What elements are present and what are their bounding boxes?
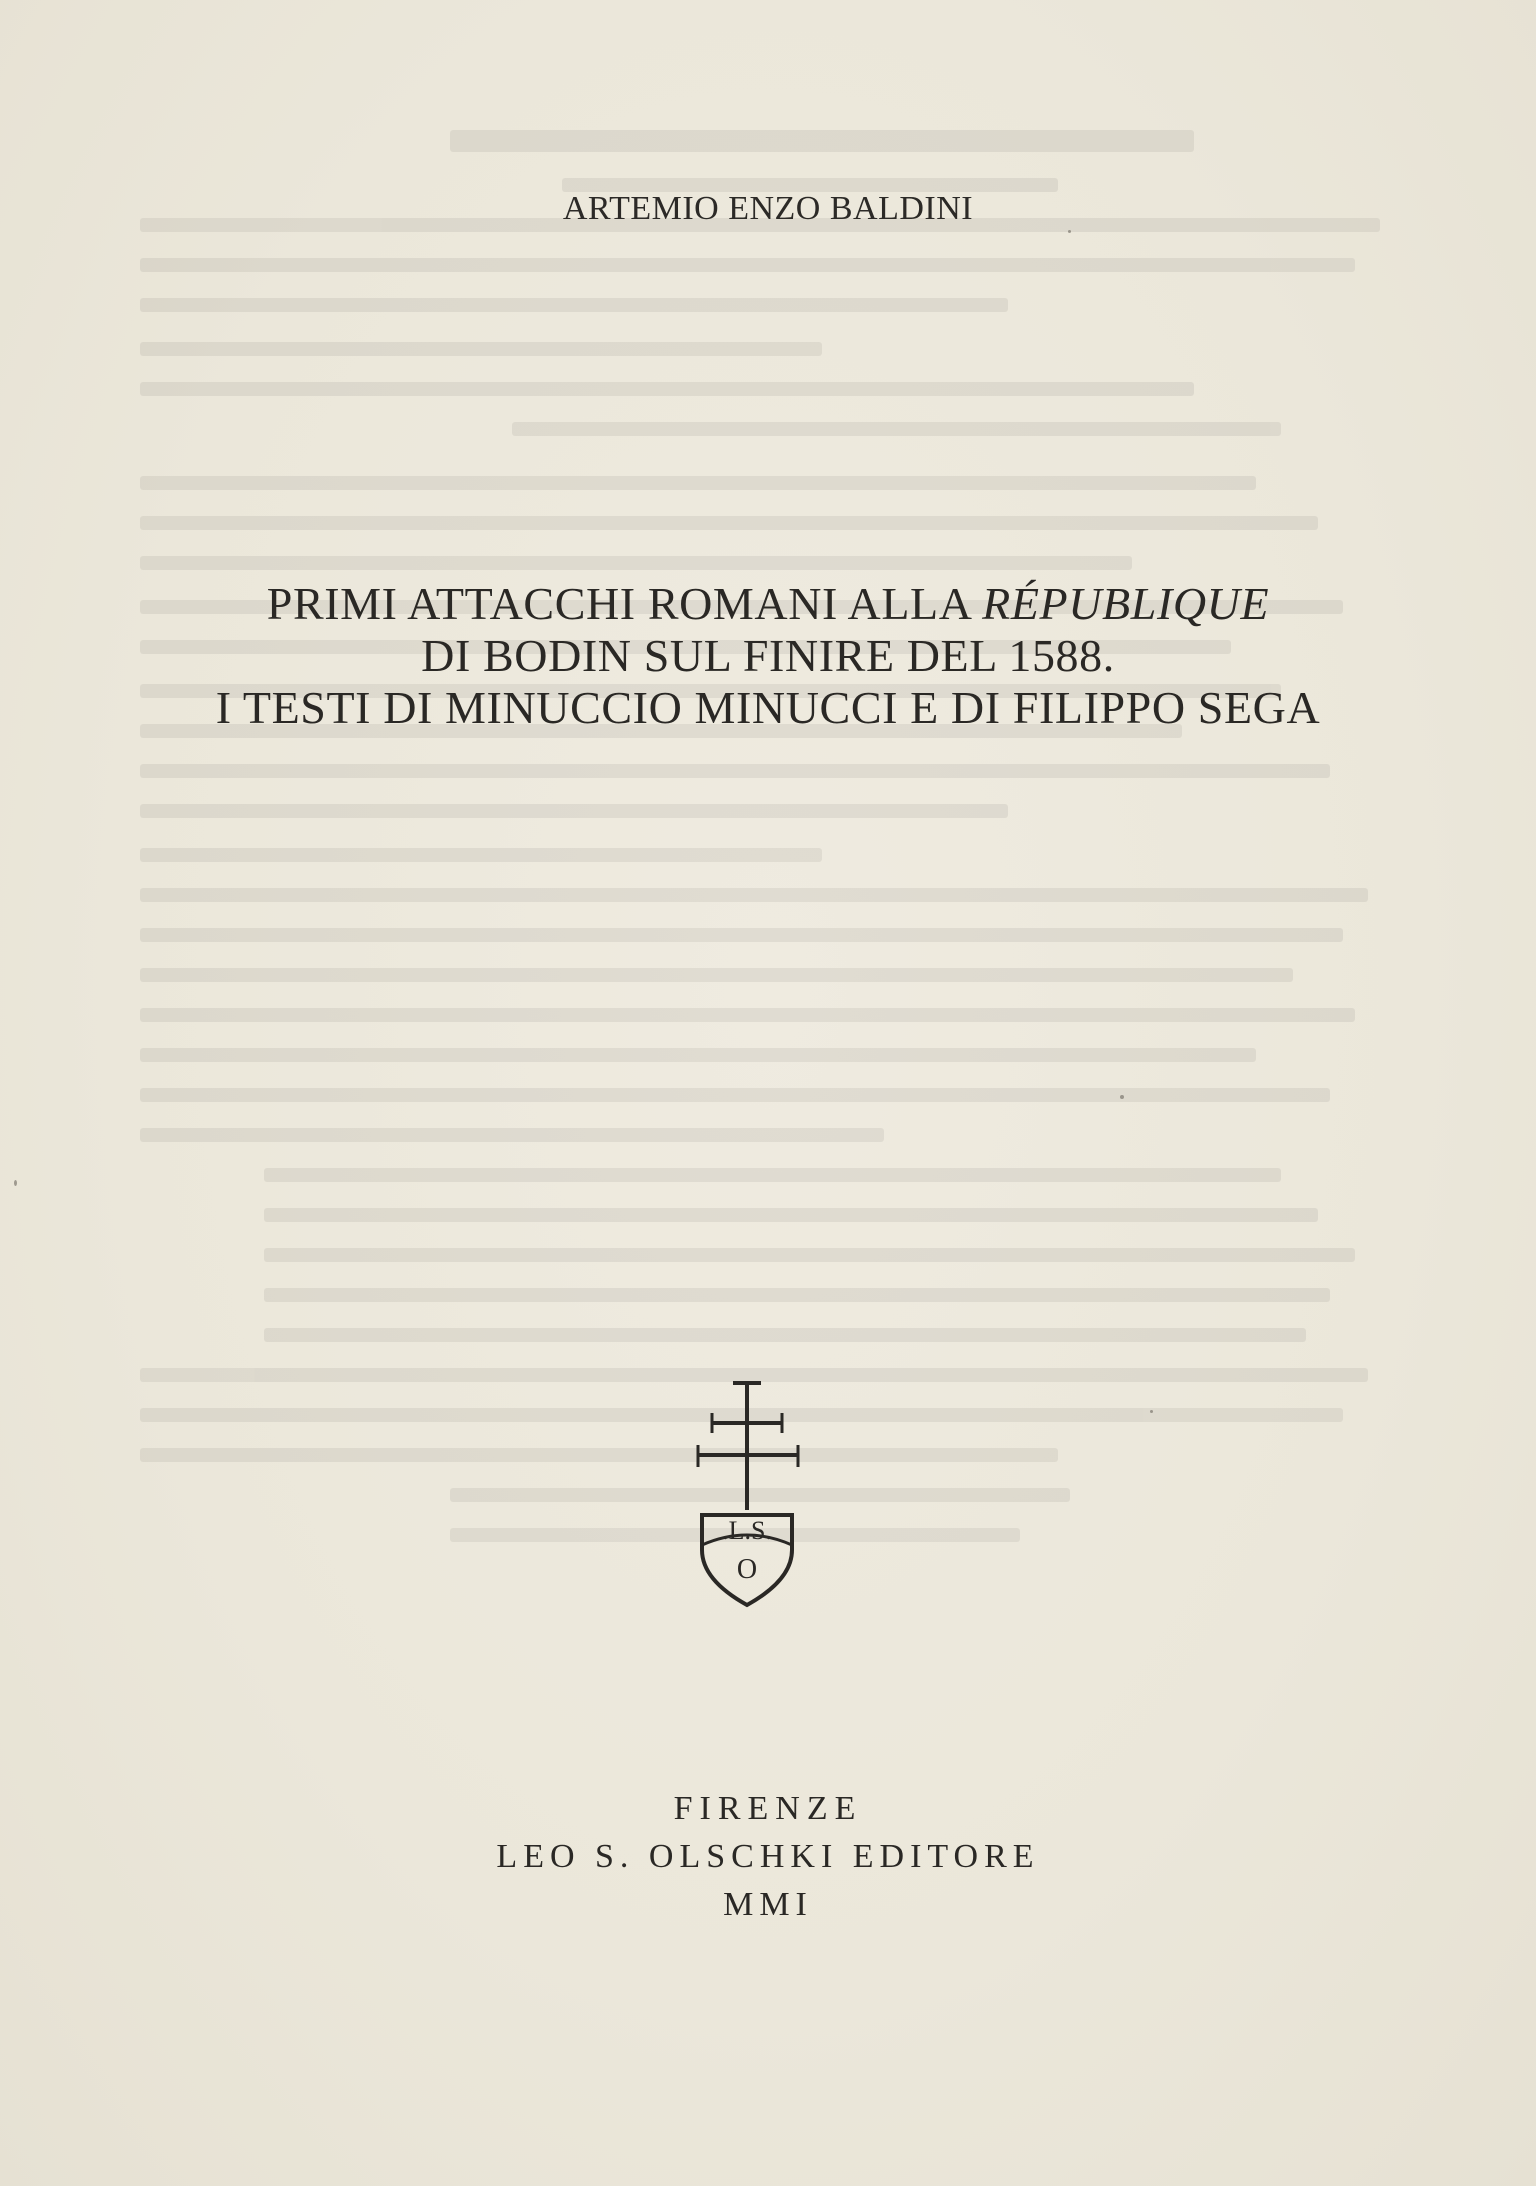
bleed-through-texture	[140, 130, 1380, 2010]
paper-speck	[1150, 1410, 1153, 1413]
publisher-cross-shield-icon	[690, 1375, 810, 1615]
paper-speck	[1120, 1095, 1124, 1099]
mark-letter-bottom: O	[736, 1554, 758, 1585]
title-line-2: DI BODIN SUL FINIRE DEL 1588.	[421, 630, 1115, 681]
imprint-year: MMI	[723, 1886, 813, 1923]
title-line-1	[0, 578, 1536, 630]
imprint-publisher: LEO S. OLSCHKI EDITORE	[496, 1838, 1040, 1875]
mark-letters-top: .L.S.	[722, 1516, 772, 1545]
book-title	[0, 578, 1536, 734]
imprint-city: FIRENZE	[673, 1790, 863, 1827]
title-line-1-text: PRIMI ATTACCHI ROMANI ALLA	[266, 578, 983, 629]
title-italic-word: RÉPUBLIQUE	[982, 578, 1270, 629]
paper-speck	[14, 1180, 17, 1186]
title-line-3: I TESTI DI MINUCCIO MINUCCI E DI FILIPPO SEGA	[215, 682, 1321, 733]
author-name: ARTEMIO ENZO BALDINI	[562, 190, 974, 227]
paper-speck	[1068, 230, 1071, 233]
